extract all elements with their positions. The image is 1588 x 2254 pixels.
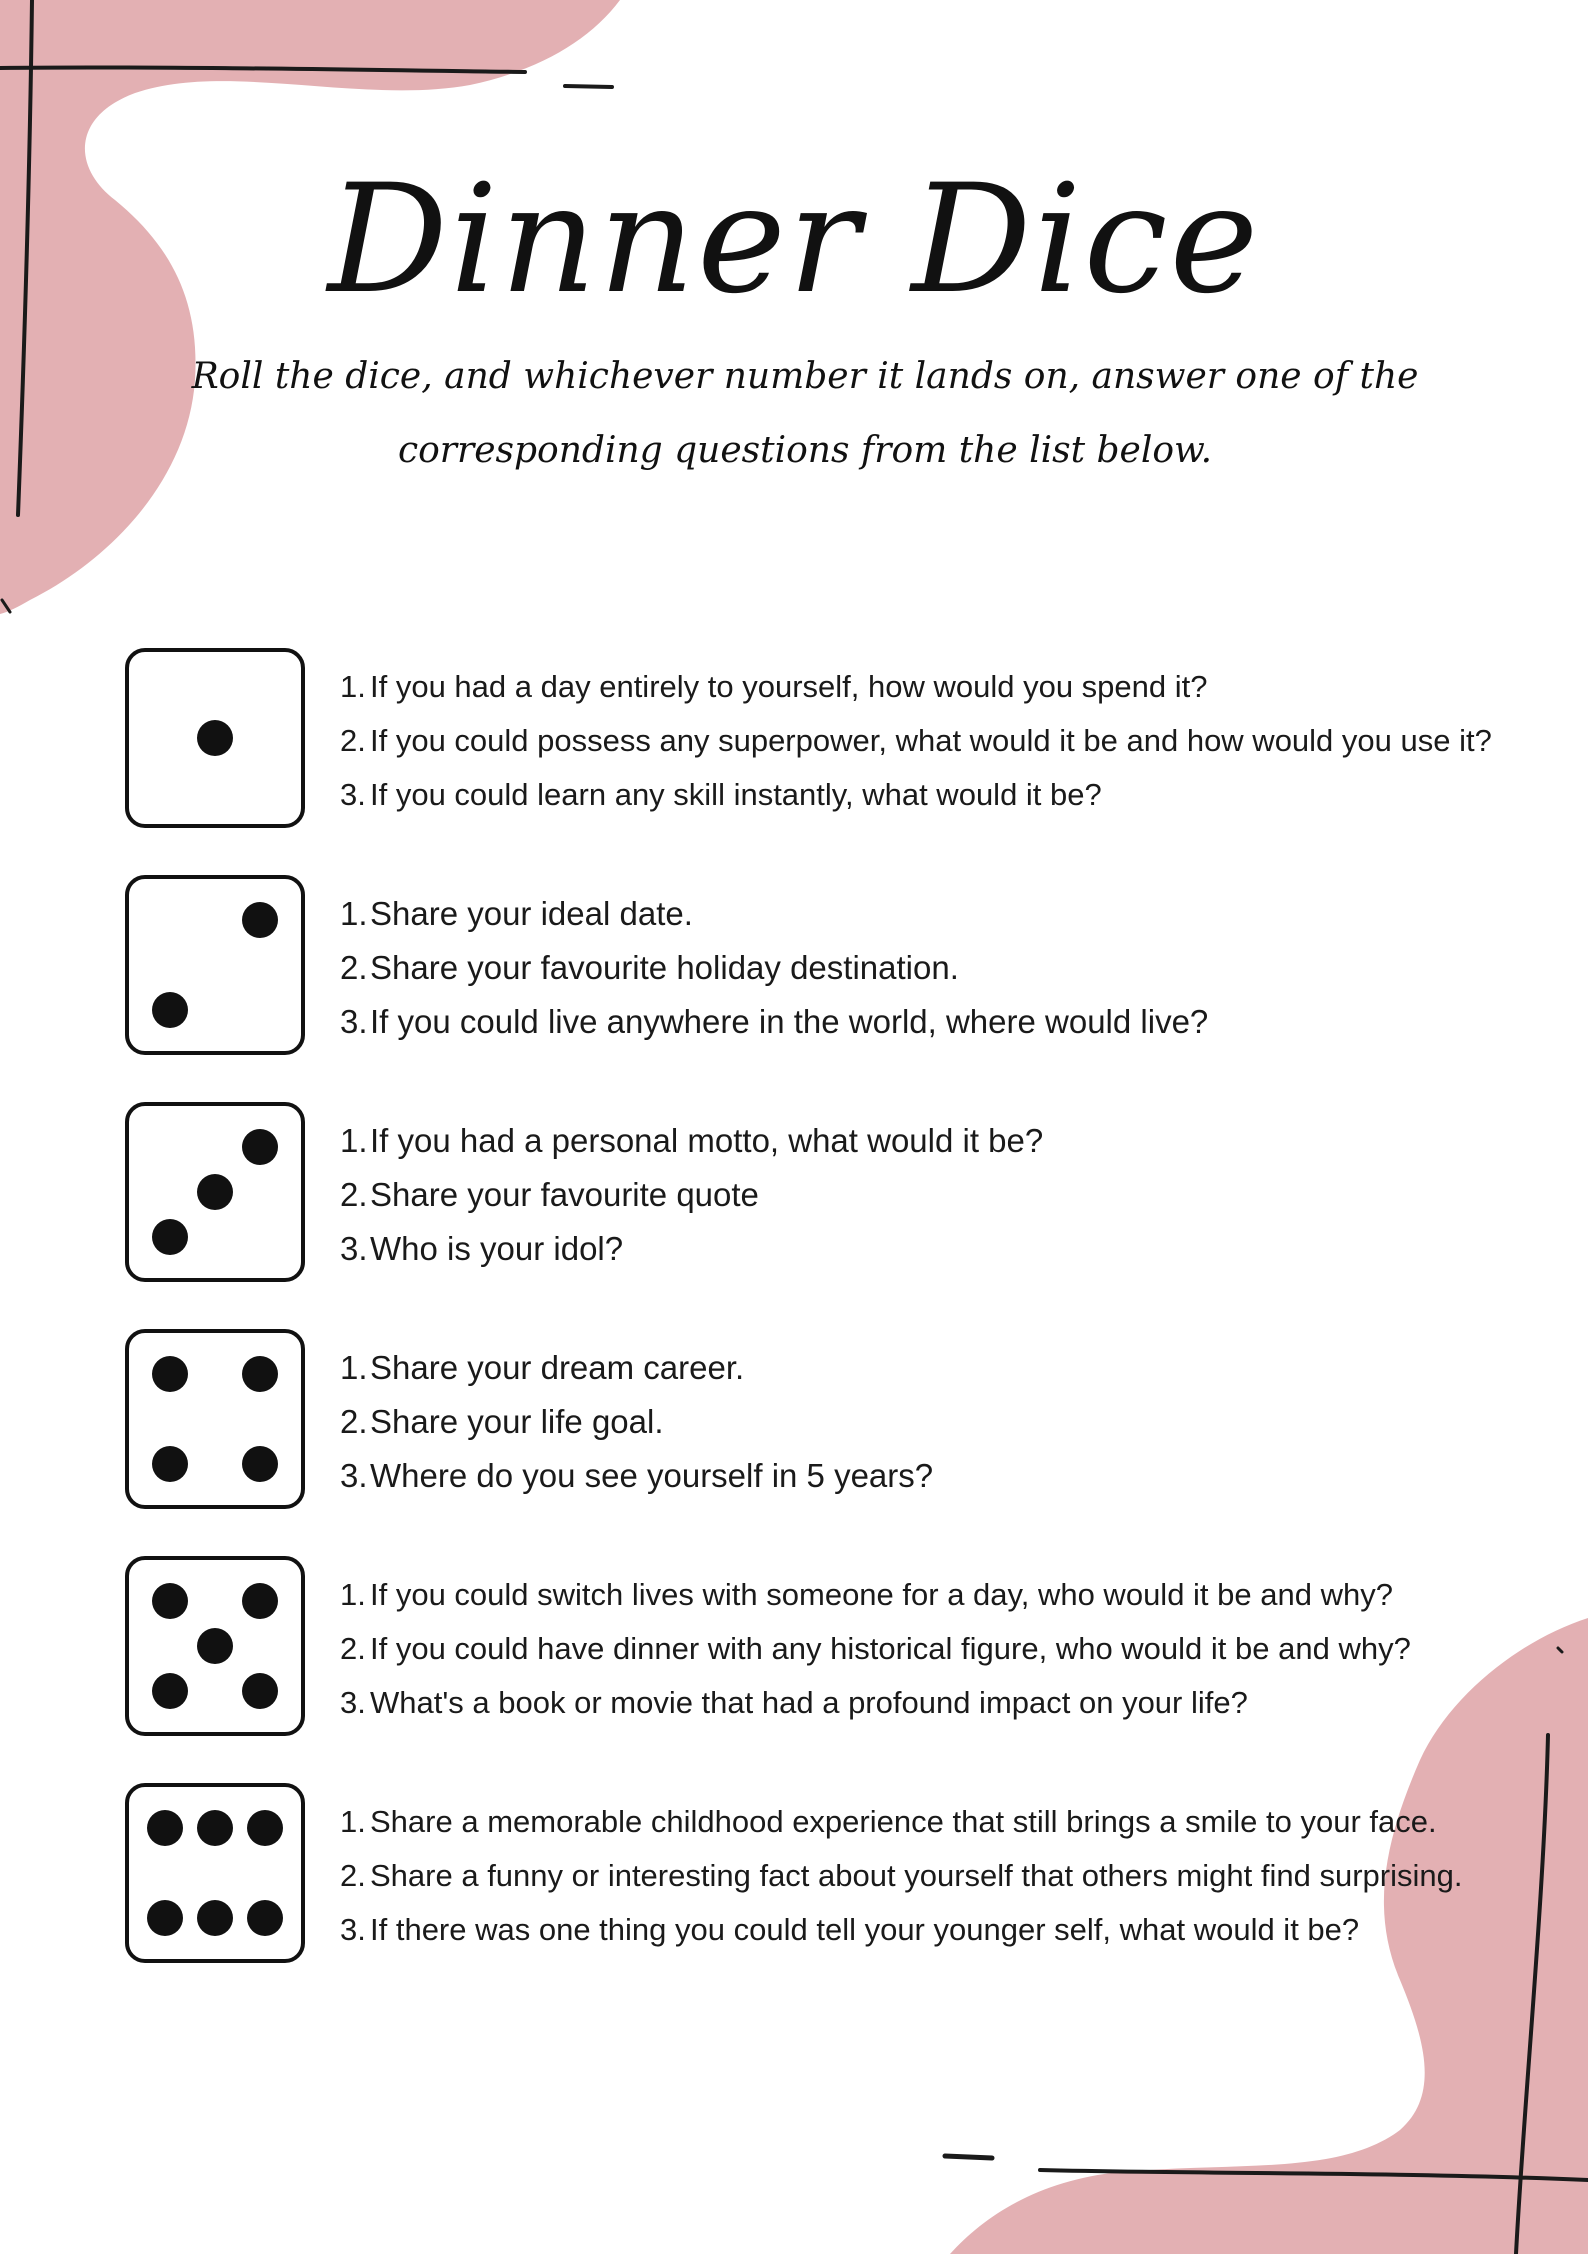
question-list: [340, 1114, 1043, 1276]
question-item: 2.Share your life goal.: [340, 1403, 664, 1440]
question-item: 3.If you could live anywhere in the world, where would live?: [340, 1003, 1209, 1040]
question-item: 3. If you could learn any skill instantly, what would it be?: [340, 777, 1102, 812]
question-item: 3.Who is your idol?: [340, 1230, 624, 1267]
question-item: 1. Share a memorable childhood experience that still brings a smile to your face.: [340, 1804, 1437, 1839]
question-item: 2.Share your favourite quote: [340, 1176, 759, 1213]
question-item: 1.Share your ideal date.: [340, 895, 693, 932]
dice-section-one: [125, 648, 1525, 832]
page-subtitle: Roll the dice, and whichever number it lands on, answer one of the corresponding questions from the list below.: [191, 356, 1419, 471]
dice-section-three: [125, 1102, 1525, 1286]
question-item: 1. If you had a day entirely to yourself, how would you spend it?: [340, 669, 1208, 704]
question-item: 2.Share your favourite holiday destination.: [340, 949, 959, 986]
question-list: [340, 1795, 1462, 1957]
dice-section-two: [125, 875, 1525, 1059]
question-list: [340, 1341, 933, 1503]
question-item: 1.If you had a personal motto, what would it be?: [340, 1122, 1044, 1159]
question-item: 1. If you could switch lives with someone for a day, who would it be and why?: [340, 1577, 1393, 1612]
die-two-icon: [125, 875, 305, 1055]
die-five-icon: [125, 1556, 305, 1736]
question-list: [340, 660, 1492, 822]
question-item: 2. Share a funny or interesting fact about yourself that others might find surprising.: [340, 1858, 1463, 1893]
die-one-icon: [125, 648, 305, 828]
dice-section-six: [125, 1783, 1525, 1967]
question-item: 3. If there was one thing you could tell your younger self, what would it be?: [340, 1912, 1360, 1947]
dice-section-four: [125, 1329, 1525, 1513]
die-four-icon: [125, 1329, 305, 1509]
dice-section-five: [125, 1556, 1525, 1740]
question-item: 2. If you could have dinner with any historical figure, who would it be and why?: [340, 1631, 1411, 1666]
question-item: 1.Share your dream career.: [340, 1349, 745, 1386]
question-list: [340, 1568, 1411, 1730]
question-item: 3.Where do you see yourself in 5 years?: [340, 1457, 934, 1494]
die-three-icon: [125, 1102, 305, 1282]
question-item: 2. If you could possess any superpower, what would it be and how would you use it?: [340, 723, 1492, 758]
page-title: Dinner Dice: [327, 153, 1261, 327]
question-list: [340, 887, 1208, 1049]
die-six-icon: [125, 1783, 305, 1963]
question-item: 3. What's a book or movie that had a profound impact on your life?: [340, 1685, 1248, 1720]
